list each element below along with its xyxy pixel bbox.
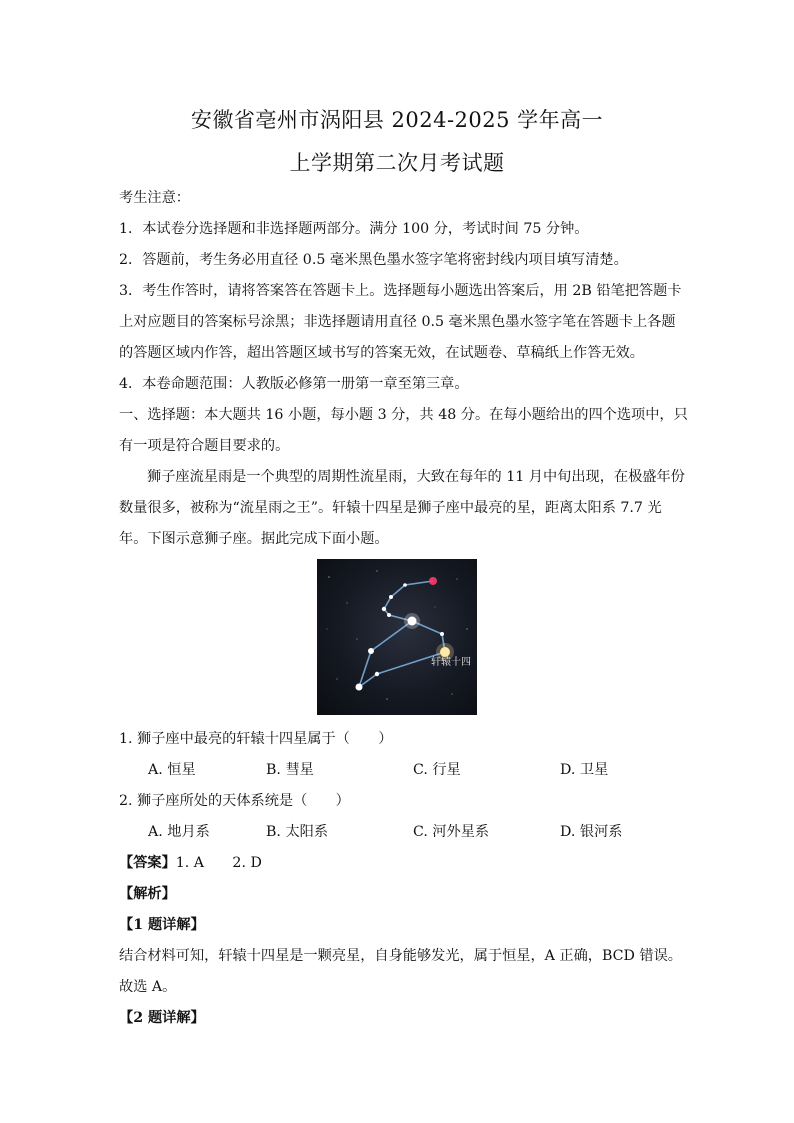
section-instruction: 一、选择题：本大题共 16 小题，每小题 3 分，共 48 分。在每小题给出的四个选项中，只 xyxy=(119,407,688,423)
answer-line xyxy=(119,852,262,872)
question-1-options xyxy=(148,759,708,779)
option: B. 彗星 xyxy=(266,762,314,778)
passage-line: 狮子座流星雨是一个典型的周期性流星雨，大致在每年的 11 月中旬出现，在极盛年份 xyxy=(147,469,685,485)
notice-heading: 考生注意： xyxy=(119,190,190,206)
exam-title-line1: 安徽省亳州市涡阳县 2024-2025 学年高一 xyxy=(190,108,604,132)
answer-label: 【答案】 xyxy=(119,855,176,871)
option: A. 恒星 xyxy=(148,762,196,778)
analysis-q1-heading: 【1 题详解】 xyxy=(119,917,205,933)
analysis-q1-text: 故选 A。 xyxy=(119,979,177,995)
option: C. 行星 xyxy=(413,762,461,778)
answer-text: 1. A 2. D xyxy=(175,855,262,871)
option: C. 河外星系 xyxy=(413,824,490,840)
option: B. 太阳系 xyxy=(266,824,329,840)
leo-constellation-image xyxy=(317,559,477,715)
constellation-drawing xyxy=(317,559,477,715)
exam-title-line2: 上学期第二次月考试题 xyxy=(289,151,505,175)
passage-line: 年。下图示意狮子座。据此完成下面小题。 xyxy=(119,531,389,547)
regulus-label: 轩辕十四 xyxy=(431,657,471,668)
question-1-stem: 1. 狮子座中最亮的轩辕十四星属于（ ） xyxy=(119,731,393,747)
analysis-q2-heading: 【2 题详解】 xyxy=(119,1010,205,1026)
constellation-stars xyxy=(356,577,455,691)
option: D. 银河系 xyxy=(560,824,623,840)
option: D. 卫星 xyxy=(560,762,609,778)
notice-item: 1．本试卷分选择题和非选择题两部分。满分 100 分，考试时间 75 分钟。 xyxy=(119,221,589,237)
option: A. 地月系 xyxy=(148,824,210,840)
question-2-stem: 2. 狮子座所处的天体系统是（ ） xyxy=(119,793,350,809)
notice-item: 的答题区域内作答，超出答题区域书写的答案无效，在试题卷、草稿纸上作答无效。 xyxy=(119,345,644,361)
notice-item: 2．答题前，考生务必用直径 0.5 毫米黑色墨水签字笔将密封线内项目填写清楚。 xyxy=(119,252,628,268)
analysis-q1-text: 结合材料可知，轩辕十四星是一颗亮星，自身能够发光，属于恒星，A 正确，BCD 错误。 xyxy=(119,948,682,964)
notice-item: 上对应题目的答案标号涂黑；非选择题请用直径 0.5 毫米黑色墨水签字笔在答题卡上各题 xyxy=(119,314,676,330)
section-instruction: 有一项是符合题目要求的。 xyxy=(119,438,290,454)
notice-item: 4．本卷命题范围：人教版必修第一册第一章至第三章。 xyxy=(119,376,469,392)
passage-line: 数量很多，被称为“流星雨之王”。轩辕十四星是狮子座中最亮的星，距离太阳系 7.7 光 xyxy=(119,500,662,516)
analysis-label: 【解析】 xyxy=(119,886,176,902)
notice-item: 3．考生作答时，请将答案答在答题卡上。选择题每小题选出答案后，用 2B 铅笔把答题卡 xyxy=(119,283,682,299)
question-2-options xyxy=(148,821,708,841)
